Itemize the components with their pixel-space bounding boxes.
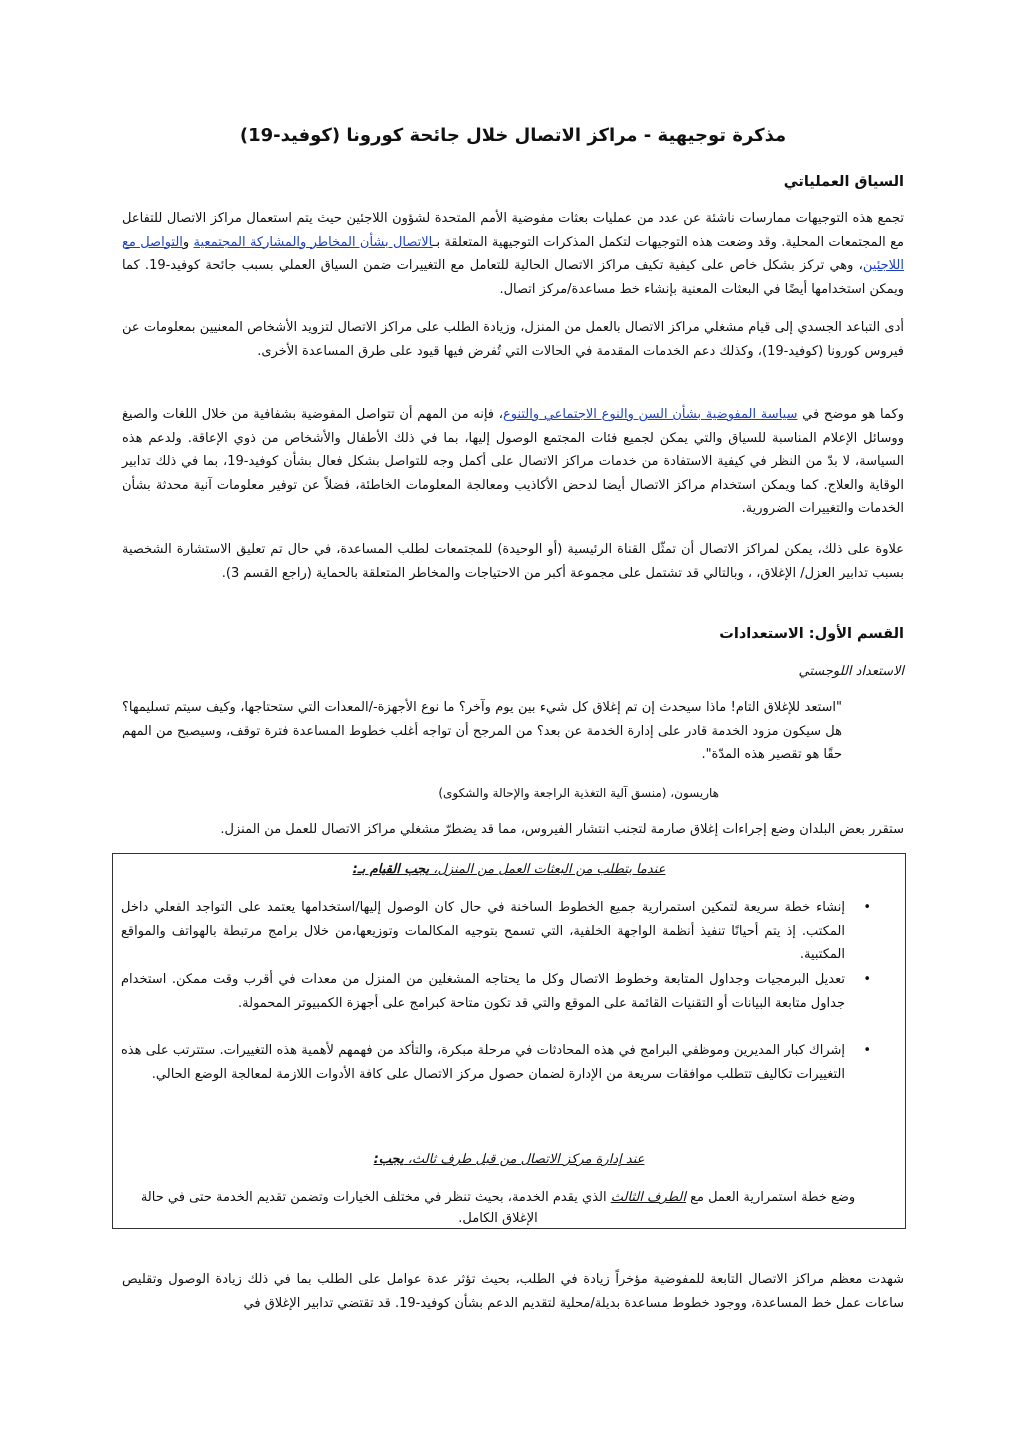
paragraph-main-channel: علاوة على ذلك، يمكن لمراكز الاتصال أن تمثّل القناة الرئيسية (أو الوحيدة) للمجتمعات لطلب المساعدة، في حال تم تعليق الاستشارة الشخصية بسبب تدابير العزل/ الإغلاق، ، وبالتالي قد تشتمل على مجموعة أكبر من الاحتياجات والمخاطر المتعلقة بالحماية (راجع القسم 3). xyxy=(122,542,904,581)
document-title: مذكرة توجيهية - مراكز الاتصال خلال جائحة كورونا (كوفيد-19) xyxy=(239,125,787,146)
list-item xyxy=(121,1039,871,1086)
list-item-text: إشراك كبار المديرين وموظفي البرامج في هذه المحادثات في مرحلة مبكرة، والتأكد من فهمهم لأهمية هذه التغييرات. ستترتب على هذه التغييرات تكاليف تتطلب موافقات سريعة من الإدارة لضمان حصول مركز الاتصال على كافة الأدوات اللازمة لمعالجة الوضع الحالي. xyxy=(121,1043,845,1082)
bullet-icon: • xyxy=(863,972,871,987)
paragraph-agd-text-b: ، فإنه من المهم أن تتواصل المفوضية بشفافية من خلال اللغات والصيغ ووسائل الإعلام المناسبة للسياق والتي يمكن لجميع فئات المجتمع الوصول إليها، بما في ذلك الأطفال والأشخاص من ذوي الإعاقة. ولدعم هذه السياسة، لا بدّ من النظر في كيفية الاستفادة من خدمات مراكز الاتصال على أكمل وجه للتواصل بشكل فعال بشأن كوفيد-19، بما في ذلك تدابير الوقاية والعلاج. كما ويمكن استخدام مراكز الاتصال أيضا لدحض الأكاذيب ومعالجة المعلومات الخاطئة، فضلاً عن توفير معلومات آنية محدثة بشأن الخدمات والتغييرات الضرورية. xyxy=(122,407,905,516)
box-third-party-text-a: وضع خطة استمرارية العمل مع xyxy=(685,1190,856,1205)
link-agd-policy[interactable]: سياسة المفوضية بشأن السن والنوع الاجتماعي والتنوع xyxy=(502,407,798,422)
heading-section-one: القسم الأول: الاستعدادات xyxy=(719,626,904,642)
box-heading-bold: يجب القيام بـ: xyxy=(352,862,430,877)
box-heading-bold: يجب: xyxy=(373,1152,404,1167)
guidance-box xyxy=(112,853,906,1229)
paragraph-intro-text-mid: و xyxy=(182,234,194,250)
box-heading-text: عندما يتطلب من البعثات العمل من المنزل، xyxy=(429,862,666,877)
paragraph-intro-text-a: تجمع هذه التوجيهات ممارسات ناشئة عن عدد من عمليات بعثات مفوضية الأمم المتحدة لشؤون اللاجئين حيث يتم استعمال مراكز الاتصال للتفاعل مع المجتمعات المحلية. وقد وضعت هذه التوجيهات لتكمل المذكرات التوجيهية المتعلقة بـ xyxy=(122,211,904,250)
box-third-party-text xyxy=(121,1187,875,1229)
box-heading-third-party xyxy=(113,1150,905,1170)
list-item xyxy=(121,896,871,967)
heading-operational-context: السياق العملياتي xyxy=(783,174,904,190)
paragraph-intro-text-b: ، وهي تركز بشكل خاص على كيفية تكيف مراكز الاتصال الحالية للتعامل مع التغييرات ضمن السياق العملي بسبب جائحة كوفيد-19. كما ويمكن استخدامها أيضًا في البعثات المعنية بإنشاء خط مساعدة/مركز اتصال. xyxy=(122,258,904,297)
bullet-icon: • xyxy=(863,1043,871,1058)
box-third-party-underlined: الطرف الثالث xyxy=(610,1190,686,1205)
quote-attribution: هاريسون، (منسق آلية التغذية الراجعة والإحالة والشكوى) xyxy=(438,786,719,800)
subheading-logistics: الاستعداد اللوجستي xyxy=(798,664,904,679)
paragraph-demand-increase: شهدت معظم مراكز الاتصال التابعة للمفوضية مؤخراً زيادة في الطلب، بحيث تؤثر عدة عوامل على الطلب بما في ذلك زيادة الوصول وتقليص ساعات عمل خط المساعدة، ووجود خطوط مساعدة بديلة/محلية لتقديم الدعم بشأن كوفيد-19. قد تقتضي تدابير الإغلاق في xyxy=(122,1272,904,1311)
paragraph-intro xyxy=(122,207,904,301)
paragraph-physical-distancing: أدى التباعد الجسدي إلى قيام مشغلي مراكز الاتصال بالعمل من المنزل، وزيادة الطلب على مراكز الاتصال لتزويد الأشخاص المعنيين بمعلومات عن فيروس كورونا (كوفيد-19)، وكذلك دعم الخدمات المقدمة في الحالات التي تُفرض فيها قيود على طرق المساعدة الأخرى. xyxy=(122,320,904,359)
link-risk-communication[interactable]: الاتصال بشأن المخاطر والمشاركة المجتمعية xyxy=(193,234,433,250)
bullet-icon: • xyxy=(863,900,871,915)
paragraph-agd-policy xyxy=(122,403,904,521)
paragraph-agd-text-a: وكما هو موضح في xyxy=(797,407,904,422)
box-heading-work-from-home xyxy=(113,860,905,880)
quote-block: "استعد للإغلاق التام! ماذا سيحدث إن تم إغلاق كل شيء بين يوم وآخر؟ ما نوع الأجهزة-/المعدات التي ستحتاجها، وكيف سيتم تسليمها؟ هل سيكون مزود الخدمة قادر على إدارة الخدمة عن بعد؟ من المرجح أن تواجه أغلب خطوط المساعدة فترة توقف، وسيصبح من المهم حقًا هو تقصير هذه المدّة". xyxy=(122,700,842,762)
document-page xyxy=(122,0,904,1449)
list-item-text: تعديل البرمجيات وجداول المتابعة وخطوط الاتصال وكل ما يحتاجه المشغلين من المنزل من معدات في أقرب وقت ممكن. استخدام جداول متابعة البيانات أو التقنيات القائمة على الموقع والتي قد تكون متاحة كبرامج على أجهزة الكمبيوتر المحمولة. xyxy=(121,972,845,1011)
box-heading-text: عند إدارة مركز الاتصال من قبل طرف ثالث، xyxy=(403,1152,645,1167)
paragraph-lockdown: ستقرر بعض البلدان وضع إجراءات إغلاق صارمة لتجنب انتشار الفيروس، مما قد يضطرّ مشغلي مراكز الاتصال للعمل من المنزل. xyxy=(220,822,904,837)
box-third-party-text-b: الذي يقدم الخدمة، بحيث تنظر في مختلف الخيارات وتضمن تقديم الخدمة حتى في حالة الإغلاق الكامل. xyxy=(140,1190,611,1226)
link-communicating-with-refugees[interactable]: التواصل مع اللاجئين xyxy=(122,234,904,273)
list-item-text: إنشاء خطة سريعة لتمكين استمرارية جميع الخطوط الساخنة في حال كان الوصول إليها/استخدامها يعتمد على التواجد الفعلي داخل المكتب. إذ يتم أحيانًا تنفيذ أنظمة الواجهة الخلفية، التي تسمح بتوجيه المكالمات وتوزيعها،من خلال برامج مرتبطة بالهواتف والمواقع المكتبية. xyxy=(121,900,845,962)
list-item xyxy=(121,968,871,1015)
